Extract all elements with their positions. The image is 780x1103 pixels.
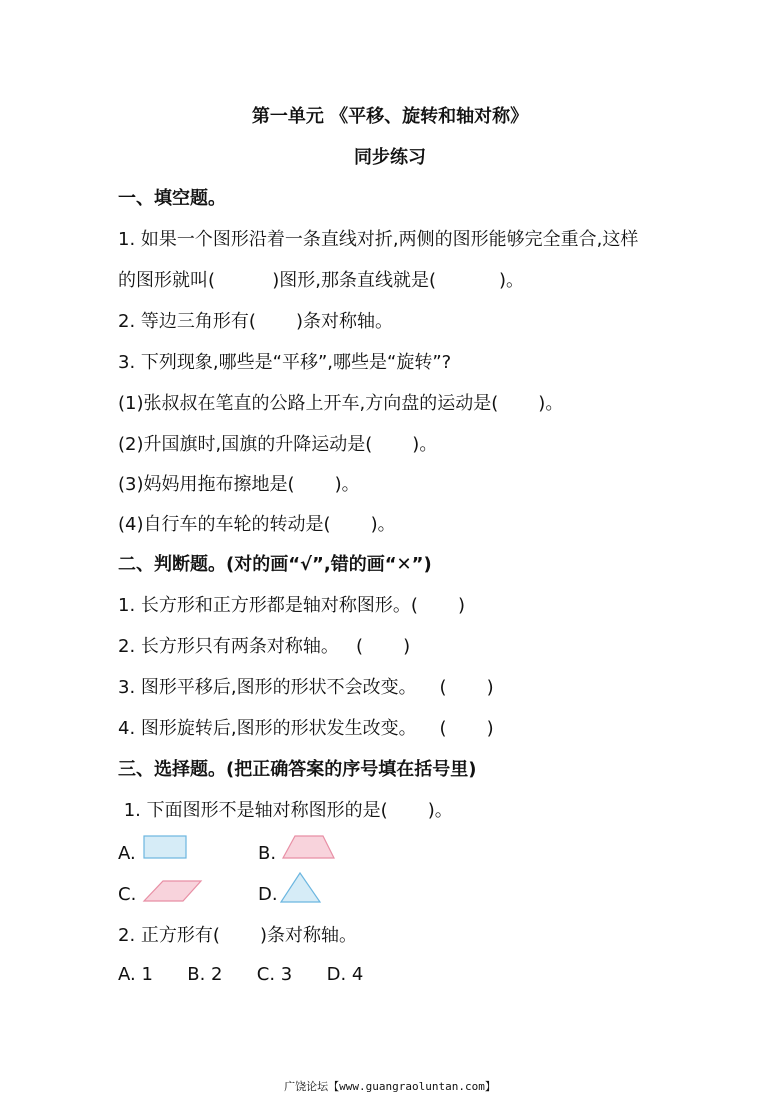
footer-url[interactable]: 【www.guangraoluntan.com】 (328, 1080, 496, 1093)
section2-heading: 二、判断题。(对的画“√”,错的画“✕”) (118, 554, 432, 575)
page-subtitle: 同步练习 (354, 147, 426, 168)
s2-q3: 3. 图形平移后,图形的形状不会改变。 ( ) (118, 677, 494, 698)
s2-q1: 1. 长方形和正方形都是轴对称图形。( ) (118, 595, 465, 616)
option-b-label: B. (258, 843, 277, 864)
s3-q1: 1. 下面图形不是轴对称图形的是( )。 (118, 800, 453, 821)
s1-q3-3: (3)妈妈用拖布擦地是( )。 (118, 474, 360, 495)
s1-q1-line1: 1. 如果一个图形沿着一条直线对折,两侧的图形能够完全重合,这样 (118, 229, 639, 250)
section3-heading: 三、选择题。(把正确答案的序号填在括号里) (118, 759, 477, 780)
s1-q3-1: (1)张叔叔在笔直的公路上开车,方向盘的运动是( )。 (118, 393, 564, 414)
s3-q2-options: A. 1 B. 2 C. 3 D. 4 (118, 964, 364, 985)
s1-q1-line2: 的图形就叫( )图形,那条直线就是( )。 (118, 270, 524, 291)
s2-q2: 2. 长方形只有两条对称轴。 ( ) (118, 636, 411, 657)
s1-q2: 2. 等边三角形有( )条对称轴。 (118, 311, 393, 332)
section1-heading: 一、填空题。 (118, 188, 226, 209)
footer (0, 1078, 780, 1094)
trapezoid-shape (281, 834, 337, 860)
s1-q3-2: (2)升国旗时,国旗的升降运动是( )。 (118, 434, 438, 455)
option-d-label: D. (258, 884, 278, 905)
s1-q3: 3. 下列现象,哪些是“平移”,哪些是“旋转”? (118, 352, 452, 373)
s1-q3-4: (4)自行车的车轮的转动是( )。 (118, 514, 396, 535)
s3-q2: 2. 正方形有( )条对称轴。 (118, 925, 357, 946)
triangle-shape (279, 871, 323, 905)
s2-q4: 4. 图形旋转后,图形的形状发生改变。 ( ) (118, 718, 494, 739)
option-c-label: C. (118, 884, 137, 905)
rectangle-shape (143, 835, 189, 861)
footer-site-name: 广饶论坛 (284, 1080, 329, 1093)
parallelogram-shape (141, 878, 205, 904)
option-a-label: A. (118, 843, 136, 864)
page-title: 第一单元 《平移、旋转和轴对称》 (251, 106, 529, 127)
